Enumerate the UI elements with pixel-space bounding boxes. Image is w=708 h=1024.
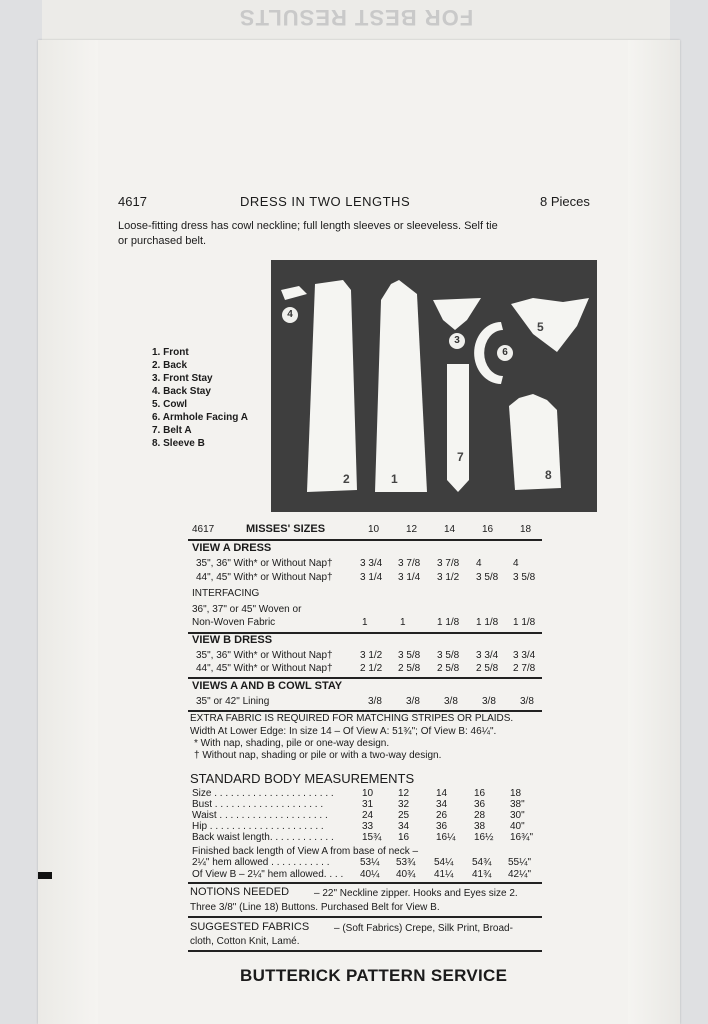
- measurement-value: 18: [510, 788, 522, 799]
- flap-mirrored-text: FOR BEST RESULTS: [238, 5, 474, 30]
- divider: [188, 677, 542, 679]
- notions-heading: NOTIONS NEEDED: [190, 886, 290, 898]
- fabrics-heading: SUGGESTED FABRICS: [190, 921, 310, 933]
- fabrics-line-1: – (Soft Fabrics) Crepe, Silk Print, Broad-: [334, 923, 513, 934]
- measurement-value: 41¼: [434, 869, 454, 880]
- measurement-value: 34: [398, 821, 410, 832]
- piece-list-item: 7. Belt A: [152, 425, 192, 436]
- pattern-title: DRESS IN TWO LENGTHS: [240, 194, 411, 209]
- row-value: 3 1/4: [360, 572, 383, 583]
- piece-list-item: 6. Armhole Facing A: [152, 412, 248, 423]
- piece-list-item: 5. Cowl: [152, 399, 188, 410]
- piece-list-item: 2. Back: [152, 360, 188, 371]
- piece-list-item: 1. Front: [152, 347, 189, 358]
- row-value: 3 5/8: [437, 650, 460, 661]
- piece-list-item: 4. Back Stay: [152, 386, 211, 397]
- pattern-envelope: [38, 40, 680, 1024]
- measurement-value: 28: [474, 810, 486, 821]
- finished-length-label: Finished back length of View A from base of neck –: [192, 846, 419, 857]
- piece-count: 8 Pieces: [540, 194, 590, 209]
- notions-line-1: – 22" Neckline zipper. Hooks and Eyes size 2.: [314, 888, 518, 899]
- fabrics-line-2: cloth, Cotton Knit, Lamé.: [190, 936, 300, 947]
- row-value: 2 5/8: [437, 663, 460, 674]
- row-value: 3 5/8: [398, 650, 421, 661]
- measurement-label: Hip . . . . . . . . . . . . . . . . . . . . .: [192, 821, 324, 832]
- row-label: 36", 37" or 45" Woven or: [192, 604, 302, 615]
- measurement-value: 16½: [474, 832, 494, 843]
- row-value: 3 3/4: [513, 650, 536, 661]
- measurement-value: 24: [362, 810, 374, 821]
- measurement-value: 34: [436, 799, 448, 810]
- divider: [188, 950, 542, 952]
- table-title: MISSES' SIZES: [246, 523, 326, 535]
- measurement-value: 36: [474, 799, 486, 810]
- row-value: 3 1/4: [398, 572, 421, 583]
- measurement-value: 31: [362, 799, 374, 810]
- row-value: 1: [400, 617, 406, 628]
- measurement-value: 14: [436, 788, 448, 799]
- description-line-1: Loose-fitting dress has cowl neckline; full length sleeves or sleeveless. Self tie: [118, 220, 498, 232]
- piece-label: 5: [537, 320, 544, 334]
- row-value: 2 5/8: [398, 663, 421, 674]
- piece-label: 7: [457, 450, 464, 464]
- row-value: 2 5/8: [476, 663, 499, 674]
- measurement-value: 40¼: [360, 869, 380, 880]
- row-value: 1 1/8: [513, 617, 536, 628]
- measurement-value: 16: [398, 832, 410, 843]
- measurement-value: 16¼: [436, 832, 456, 843]
- measurement-value: 42¼": [508, 869, 532, 880]
- row-value: 3 5/8: [513, 572, 536, 583]
- piece-list-item: 8. Sleeve B: [152, 438, 205, 449]
- row-label: 35", 36" With* or Without Nap†: [196, 650, 333, 661]
- row-label: 44", 45" With* or Without Nap†: [196, 572, 333, 583]
- row-value: 3/8: [482, 696, 496, 707]
- measurement-value: 12: [398, 788, 410, 799]
- cowl-heading: VIEWS A AND B COWL STAY: [192, 680, 343, 692]
- measurement-label: Bust . . . . . . . . . . . . . . . . . . . .: [192, 799, 324, 810]
- row-value: 3 7/8: [398, 558, 421, 569]
- measurement-value: 32: [398, 799, 410, 810]
- measurement-value: 26: [436, 810, 448, 821]
- right-fold: [628, 40, 680, 1024]
- size-header: 12: [406, 524, 418, 535]
- row-value: 3 1/2: [437, 572, 460, 583]
- view-b-heading: VIEW B DRESS: [192, 634, 273, 646]
- measurement-value: 15¾: [362, 832, 382, 843]
- piece-label: 2: [343, 472, 350, 486]
- measurement-value: 41¾: [472, 869, 492, 880]
- piece-label: 3: [449, 333, 465, 349]
- row-value: 3/8: [444, 696, 458, 707]
- size-header: 10: [368, 524, 380, 535]
- measurement-label: 2¼" hem allowed . . . . . . . . . . .: [192, 857, 330, 868]
- notions-line-2: Three 3/8" (Line 18) Buttons. Purchased Belt for View B.: [190, 902, 440, 913]
- measurement-label: Waist . . . . . . . . . . . . . . . . . . . .: [192, 810, 328, 821]
- row-value: 1: [362, 617, 368, 628]
- divider: [188, 539, 542, 541]
- row-value: 3 3/4: [360, 558, 383, 569]
- row-value: 3 1/2: [360, 650, 383, 661]
- divider: [188, 710, 542, 712]
- measurement-value: 54¾: [472, 857, 492, 868]
- measurement-value: 53¼: [360, 857, 380, 868]
- row-label: 44", 45" With* or Without Nap†: [196, 663, 333, 674]
- measurement-value: 16¾": [510, 832, 534, 843]
- row-value: 1 1/8: [476, 617, 499, 628]
- note-line: * With nap, shading, pile or one-way design.: [194, 738, 390, 749]
- piece-list-item: 3. Front Stay: [152, 373, 213, 384]
- row-value: 3 7/8: [437, 558, 460, 569]
- row-value: 3/8: [406, 696, 420, 707]
- row-value: 2 7/8: [513, 663, 536, 674]
- note-line: † Without nap, shading or pile or with a two-way design.: [194, 750, 442, 761]
- description-line-2: or purchased belt.: [118, 235, 207, 247]
- size-header: 14: [444, 524, 456, 535]
- measurement-value: 38": [510, 799, 525, 810]
- table-number: 4617: [192, 524, 215, 535]
- measurement-value: 10: [362, 788, 374, 799]
- brand-footer: BUTTERICK PATTERN SERVICE: [240, 966, 508, 985]
- measurement-value: 40¾: [396, 869, 416, 880]
- measurement-value: 30": [510, 810, 525, 821]
- row-label: 35", 36" With* or Without Nap†: [196, 558, 333, 569]
- row-value: 2 1/2: [360, 663, 383, 674]
- size-header: 16: [482, 524, 494, 535]
- measurement-value: 55¼": [508, 857, 532, 868]
- measurement-value: 54¼: [434, 857, 454, 868]
- row-value: 3 3/4: [476, 650, 499, 661]
- measurement-value: 16: [474, 788, 486, 799]
- size-header: 18: [520, 524, 532, 535]
- row-value: 4: [476, 558, 482, 569]
- row-label: Non-Woven Fabric: [192, 617, 276, 628]
- row-label: 35" or 42" Lining: [196, 696, 270, 707]
- piece-label: 4: [282, 307, 298, 323]
- row-value: 3/8: [368, 696, 382, 707]
- piece-label: 6: [497, 345, 513, 361]
- measurement-label: Size . . . . . . . . . . . . . . . . . . . . . .: [192, 788, 334, 799]
- interfacing-heading: INTERFACING: [192, 588, 260, 599]
- piece-label: 8: [545, 468, 552, 482]
- pattern-number: 4617: [118, 194, 147, 209]
- measurement-value: 36: [436, 821, 448, 832]
- piece-label: 1: [391, 472, 398, 486]
- measurement-value: 33: [362, 821, 374, 832]
- row-value: 4: [513, 558, 519, 569]
- pattern-pieces-photo: [271, 260, 597, 512]
- view-a-heading: VIEW A DRESS: [192, 542, 272, 554]
- measurement-value: 40": [510, 821, 525, 832]
- measurements-title: STANDARD BODY MEASUREMENTS: [190, 771, 415, 786]
- divider: [188, 916, 542, 918]
- row-value: 3/8: [520, 696, 534, 707]
- measurement-value: 25: [398, 810, 410, 821]
- note-line: Width At Lower Edge: In size 14 – Of View A: 51¾"; Of View B: 46¼".: [190, 726, 497, 737]
- row-value: 3 5/8: [476, 572, 499, 583]
- measurement-value: 53¾: [396, 857, 416, 868]
- scanner-mark: [38, 872, 52, 879]
- measurement-label: Back waist length. . . . . . . . . . . .: [192, 832, 334, 843]
- divider: [188, 882, 542, 884]
- row-value: 1 1/8: [437, 617, 460, 628]
- measurement-label: Of View B – 2¼" hem allowed. . . .: [192, 869, 344, 880]
- note-line: EXTRA FABRIC IS REQUIRED FOR MATCHING STRIPES OR PLAIDS.: [190, 713, 514, 724]
- measurement-value: 38: [474, 821, 486, 832]
